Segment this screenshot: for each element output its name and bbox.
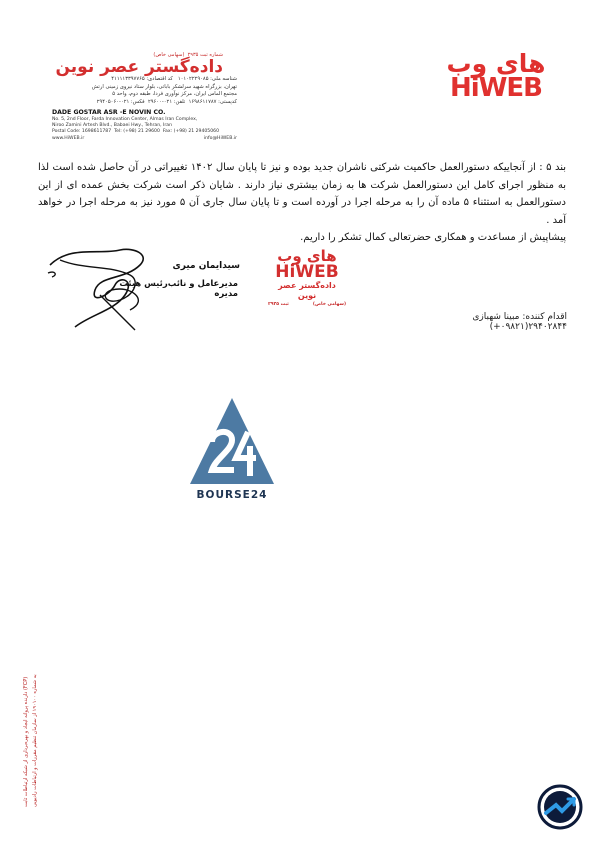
email: info@HiWEB.ir: [203, 136, 237, 141]
registration-number: شماره ثبت ۲۹۳۵: [187, 52, 223, 58]
postal-code-fa: کدپستی: ۱۶۹۸۶۱۱۷۸۷: [188, 98, 237, 105]
bourse24-logo-icon: [188, 396, 276, 486]
tel-en: Tel: (+98) 21 29600: [114, 129, 160, 134]
bourse24-text: BOURSE24: [196, 489, 268, 501]
hiweb-logo: [441, 49, 551, 103]
ids-line: [52, 76, 237, 84]
hiweb-logo-fa: های وب: [446, 49, 546, 78]
address-en-2: Niroo Zamini Artesh Blvd., Babaei Hwy., Tehran, Iran: [52, 123, 172, 128]
stamp-logo-en: HiWEB: [275, 262, 339, 282]
address-en-1: No. 5, 2nd Floor, Farda Innovation Center, Almas Iran Complex,: [52, 117, 198, 122]
website: www.HiWEB.ir: [52, 136, 85, 141]
company-name-en: DADE GOSTAR ASR -E NOVIN CO.: [52, 109, 166, 116]
license-footer: [20, 667, 44, 807]
phone-fa: تلفن: ۰۲۱-۲۹۶۰۰: [147, 98, 186, 105]
paragraph-thanks: پیشاپیش از مساعدت و همکاری حضرتعالی کمال تشکر را داریم.: [300, 232, 566, 243]
action-by: اقدام کننده: مبینا شهبازی ۲۹۴۰۲۸۴۴(۰۹۸۲۱+): [472, 312, 567, 332]
contact-fa: [52, 99, 237, 107]
stamp-company: داده‌گستر عصر نوین: [278, 281, 336, 300]
stamp-reg: ثبت ۲۹۳۵: [268, 302, 289, 307]
signatory-title: مدیرعامل و نائب‌رئیس هیئت مدیره: [119, 279, 238, 299]
company-letterhead: [52, 52, 237, 142]
stamp-logo-fa: های وب: [277, 247, 337, 265]
stamp-type: (سهامی خاص): [312, 302, 346, 307]
web-row: [52, 135, 237, 142]
license-line-2: به شماره ۱۹۰۱۰۰ از سازمان تنظیم مقررات و ارتباطات رادیویی: [32, 674, 38, 807]
verification-badge-icon[interactable]: [536, 783, 584, 831]
stamp-reg-row: [268, 301, 346, 309]
company-type: (سهامی خاص): [153, 52, 185, 58]
national-id: شناسه ملی: ۱۰۱۰۲۲۲۹۰۸۵: [177, 76, 237, 82]
company-name-fa: داده‌گستر عصر نوین: [55, 57, 223, 77]
fax-fa: فکس: ۰۲۱-۲۹۴۰۵۰۶۰: [96, 98, 145, 105]
company-stamp: [268, 248, 346, 309]
paragraph-clause-5: بند ۵ : از آنجاییکه دستورالعمل حاکمیت شرکتی ناشران جدید بوده و نیز تا پایان سال ۱۴۰۲ تغییراتی در آن حاصل شده است لذا به منظور اجرای کامل این دستورالعمل شرکت ها به زمان بیشتری نیاز دارند . شایان ذکر است شرکت بخش عمده ای از این دستورالعمل به استثناء ۵ ماده آن را به مرحله اجرا در آورده است و تا پایان سال جاری آن ۵ مورد نیز به مرحله اجرا در خواهد آمد .: [38, 162, 567, 226]
address-fa-1: تهران، بزرگراه شهید سرلشکر باباتی، بلوار ستاد نیروی زمینی ارتش: [91, 83, 237, 90]
hiweb-logo-en: HiWEB: [450, 73, 542, 103]
letter-body: [38, 159, 566, 247]
signatory-name: سیدایمان میری: [172, 261, 240, 271]
address-fa-2: مجتمع الماس ایران، مرکز نوآوری فردا، طبقه دوم، واحد ۵: [112, 91, 237, 97]
fax-en: Fax: (+98) 21 29405060: [162, 129, 220, 134]
postal-en: Postal Code: 1698611787: [52, 129, 112, 134]
economic-code: کد اقتصادی: ۴۱۱۱۱۳۳۹۷۷۶۵: [111, 76, 173, 82]
license-line-1: دارنده پروانه ایجاد و بهره‌برداری از شبکه ارتباطات ثابت (FCP): [23, 676, 29, 807]
